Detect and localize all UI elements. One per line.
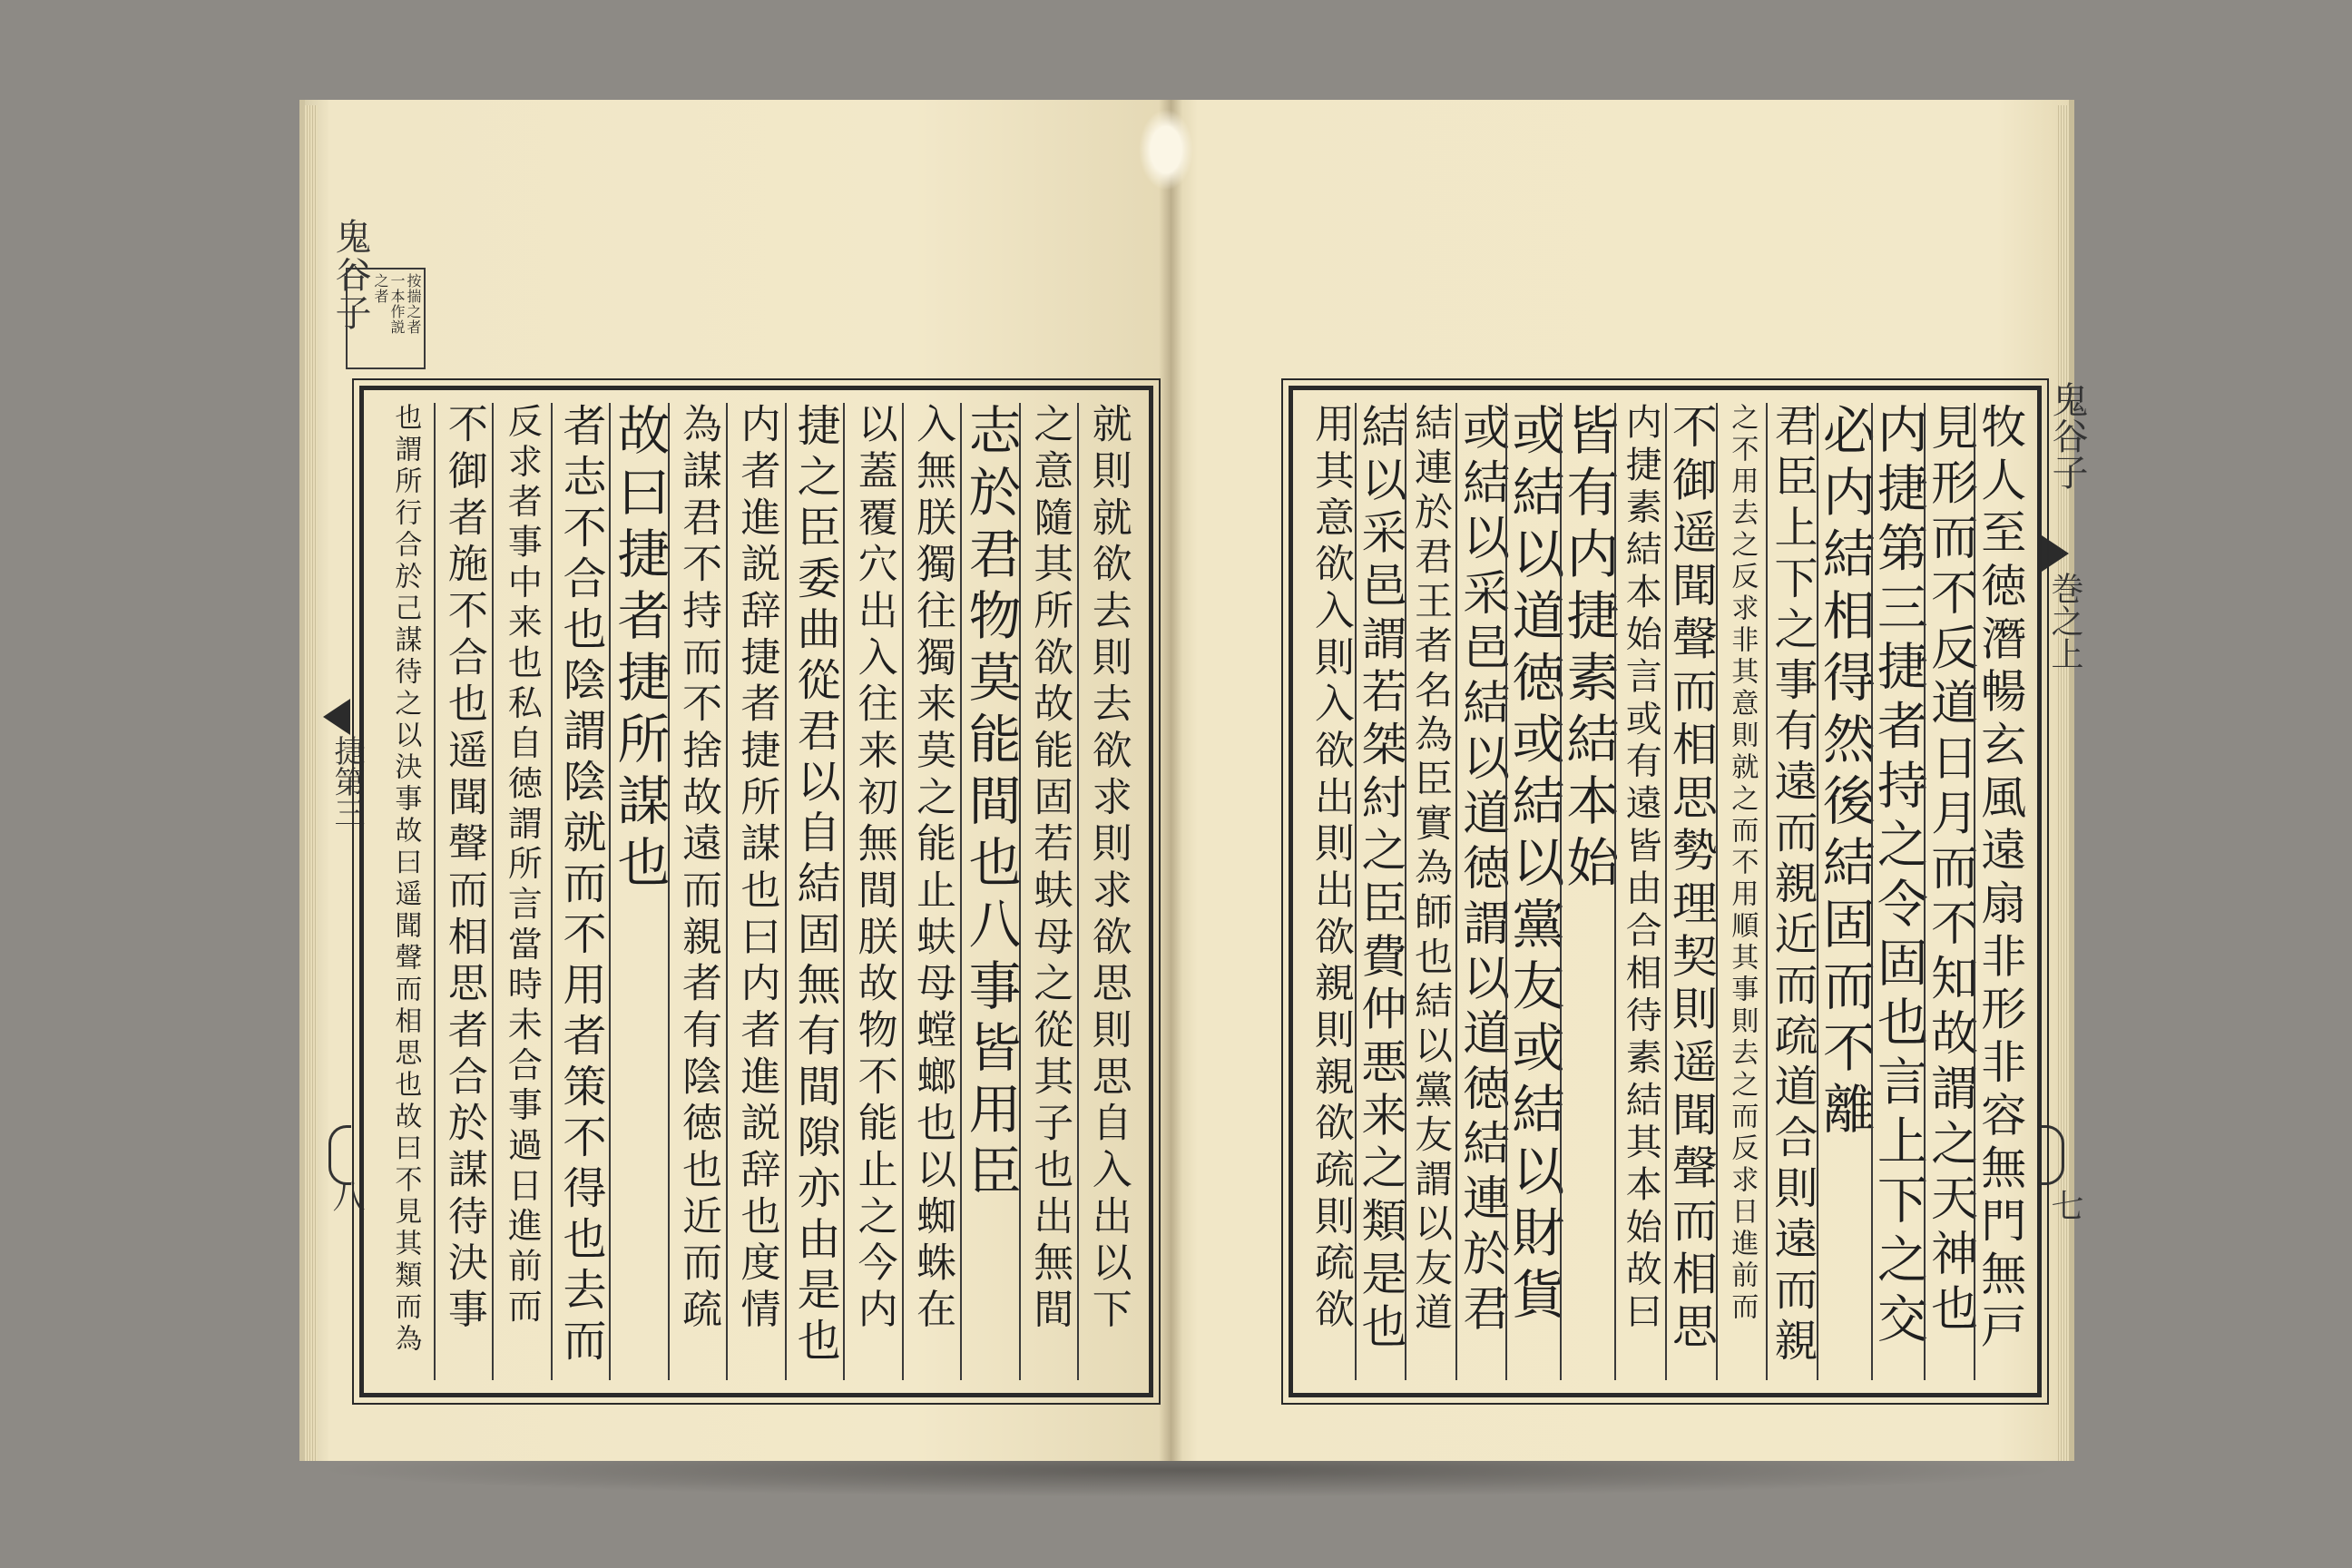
text-column: 見形而不反道日月而不知故謂之天神也 [1924, 403, 1975, 1380]
margin-folio: 八 [328, 1180, 365, 1212]
book-gutter [1159, 100, 1182, 1461]
fish-tail-mark [323, 699, 350, 735]
left-block-margin [323, 209, 371, 1370]
right-text-frame [1289, 386, 2042, 1397]
left-page-edges [305, 105, 318, 1461]
text-column: 牧人至徳潛暢玄風遠扇非形非容無門無戸 [1974, 403, 2024, 1380]
text-column: 入無朕獨往獨来莫之能止蚨母螳螂也以蜘蛛在 [902, 403, 961, 1380]
text-column: 為謀君不持而不捨故遠而親者有陰徳也近而疏 [668, 403, 727, 1380]
text-column: 内捷素結本始言或有遠皆由合相待素結其本始故曰 [1614, 403, 1665, 1380]
folio-bracket [2042, 1125, 2064, 1185]
head-note-line: 按揣之者 [405, 273, 422, 335]
text-column: 之意隨其所欲故能固若蚨母之從其子也出無間 [1019, 403, 1078, 1380]
text-column: 不御者施不合也遥聞聲而相思者合於謀待決事 [434, 403, 493, 1380]
text-column: 捷之臣委曲從君以自結固無有間隙亦由是也 [785, 403, 844, 1380]
left-page [299, 100, 1176, 1461]
text-column: 結連於君王者名為臣實為師也結以黨友謂以友道 [1405, 403, 1455, 1380]
margin-folio: 七 [2046, 1189, 2083, 1221]
folio-bracket [328, 1125, 351, 1185]
text-column: 故曰捷者捷所謀也 [609, 403, 668, 1380]
text-column: 内捷第三捷者持之令固也言上下之交 [1871, 403, 1924, 1380]
margin-title: 鬼谷子 [2046, 381, 2088, 490]
head-note-line: 之者 [372, 273, 389, 304]
text-column: 皆有内捷素結本始 [1560, 403, 1614, 1380]
text-column: 之不用去之反求非其意則就之而不用順其事則去之而反求日進前而 [1716, 403, 1767, 1380]
text-column: 反求者事中来也私自徳謂所言當時未合事過日進前而 [492, 403, 551, 1380]
text-column: 者志不合也陰謂陰就而不用者策不得也去而 [551, 403, 610, 1380]
text-column: 不御遥聞聲而相思勢理契則遥聞聲而相思 [1665, 403, 1716, 1380]
text-column: 以蓋覆穴出入往来初無間朕故物不能止之今内 [843, 403, 902, 1380]
text-column: 或結以采邑結以道徳謂以道徳結連於君 [1455, 403, 1506, 1380]
margin-volume: 巻之上 [2046, 572, 2083, 670]
left-text-frame [359, 386, 1153, 1397]
text-column: 用其意欲入則入欲出則出欲親則親欲疏則疏欲 [1307, 403, 1354, 1335]
text-column: 必内結相得然後結固而不離 [1817, 403, 1871, 1380]
text-column: 也謂所行合於己謀待之以決事故曰遥聞聲而相思也故曰不見其類而為 [389, 403, 422, 1356]
margin-title: 鬼谷子 [329, 218, 371, 332]
text-column: 志於君物莫能間也八事皆用臣 [960, 403, 1019, 1380]
text-column: 或結以道徳或結以黨友或結以財貨 [1505, 403, 1560, 1380]
margin-chapter: 捷第三 [328, 735, 365, 828]
open-book [299, 100, 2088, 1465]
fish-tail-mark [2042, 535, 2069, 572]
right-block-margin [2042, 372, 2088, 1388]
head-note-line: 一本作説 [388, 273, 406, 335]
text-column: 内者進説辞捷者捷所謀也曰内者進説辞也度情 [726, 403, 785, 1380]
text-column: 君臣上下之事有遠而親近而疏道合則遠而親 [1766, 403, 1817, 1380]
text-column: 結以采邑謂若桀紂之臣費仲悪来之類是也 [1355, 403, 1406, 1380]
paper-tear [1139, 109, 1193, 191]
text-column: 就則就欲去則去欲求則求欲思則思自入出以下 [1077, 403, 1136, 1380]
